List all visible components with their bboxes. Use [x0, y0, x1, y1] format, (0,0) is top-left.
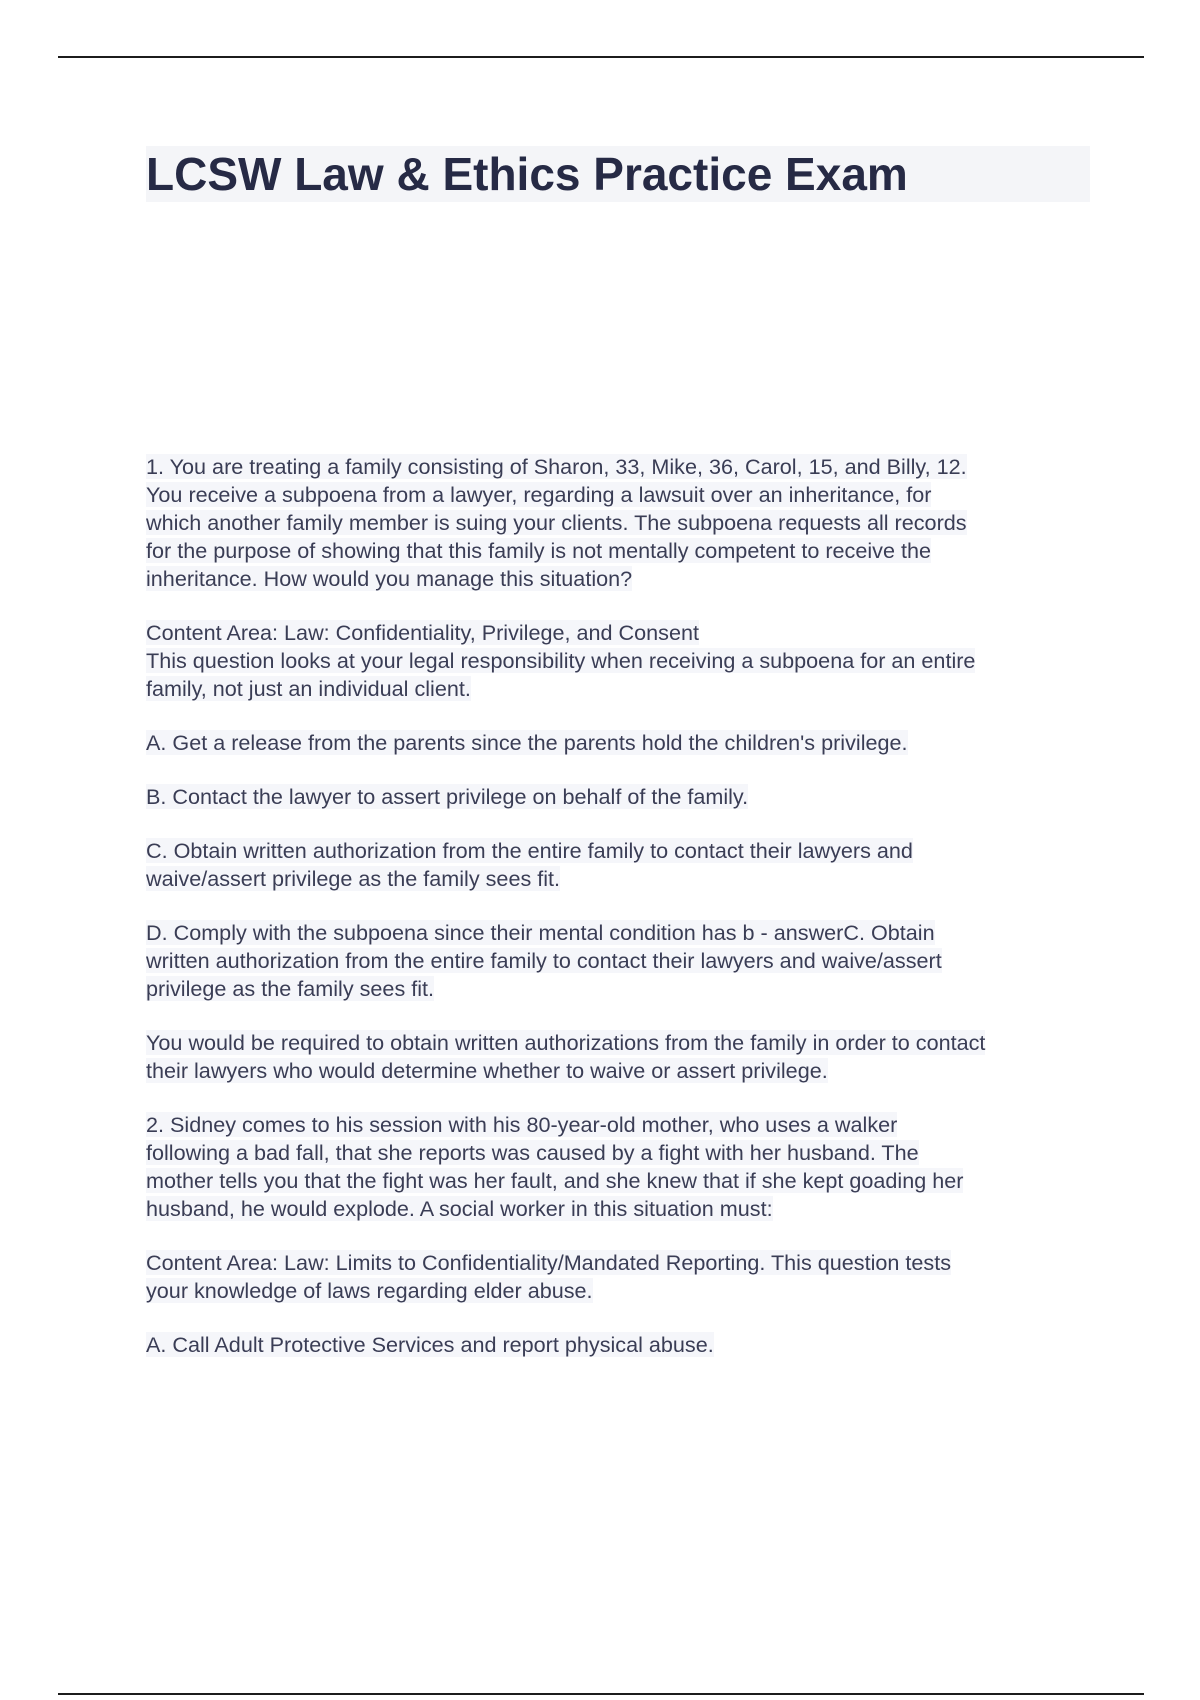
text-line: privilege as the family sees fit. — [146, 976, 435, 1001]
text-line: 1. You are treating a family consisting of Sharon, 33, Mike, 36, Carol, 15, and Billy, 12. — [146, 454, 967, 479]
text-line: C. Obtain written authorization from the entire family to contact their lawyers and — [146, 838, 913, 863]
text-line: Content Area: Law: Limits to Confidentiality/Mandated Reporting. This question tests — [146, 1250, 952, 1275]
text-line: family, not just an individual client. — [146, 676, 471, 701]
top-rule — [58, 56, 1144, 58]
question-1-option-c — [146, 837, 1096, 893]
text-line: D. Comply with the subpoena since their mental condition has b - answerC. Obtain — [146, 920, 935, 945]
text-line: for the purpose of showing that this family is not mentally competent to receive the — [146, 538, 931, 563]
text-line: You receive a subpoena from a lawyer, regarding a lawsuit over an inheritance, for — [146, 482, 932, 507]
text-line: your knowledge of laws regarding elder abuse. — [146, 1278, 593, 1303]
text-line: Content Area: Law: Confidentiality, Privilege, and Consent — [146, 620, 699, 645]
question-1-option-b — [146, 783, 1096, 811]
question-2-content-area — [146, 1249, 1096, 1305]
text-line: following a bad fall, that she reports was caused by a fight with her husband. The — [146, 1140, 919, 1165]
text-line: This question looks at your legal responsibility when receiving a subpoena for an entire — [146, 648, 976, 673]
page-title: LCSW Law & Ethics Practice Exam — [146, 148, 908, 200]
question-2-option-a — [146, 1331, 1096, 1359]
question-1-explanation — [146, 1029, 1096, 1085]
text-line: You would be required to obtain written authorizations from the family in order to contact — [146, 1030, 986, 1055]
question-1-prompt — [146, 453, 1096, 593]
question-1-content-area — [146, 619, 1096, 703]
question-2-prompt — [146, 1111, 1096, 1223]
text-line: which another family member is suing your clients. The subpoena requests all records — [146, 510, 967, 535]
text-line: written authorization from the entire family to contact their lawyers and waive/assert — [146, 948, 942, 973]
document-body — [146, 453, 1096, 1385]
question-1-option-d-and-answer — [146, 919, 1096, 1003]
text-line: husband, he would explode. A social worker in this situation must: — [146, 1196, 773, 1221]
text-line: mother tells you that the fight was her fault, and she knew that if she kept goading her — [146, 1168, 964, 1193]
bottom-rule — [58, 1693, 1144, 1695]
text-line: B. Contact the lawyer to assert privilege on behalf of the family. — [146, 784, 749, 809]
text-line: their lawyers who would determine whether to waive or assert privilege. — [146, 1058, 828, 1083]
question-1-option-a — [146, 729, 1096, 757]
text-line: A. Get a release from the parents since the parents hold the children's privilege. — [146, 730, 908, 755]
text-line: A. Call Adult Protective Services and report physical abuse. — [146, 1332, 714, 1357]
text-line: inheritance. How would you manage this situation? — [146, 566, 633, 591]
text-line: waive/assert privilege as the family sees fit. — [146, 866, 561, 891]
text-line: 2. Sidney comes to his session with his 80-year-old mother, who uses a walker — [146, 1112, 898, 1137]
